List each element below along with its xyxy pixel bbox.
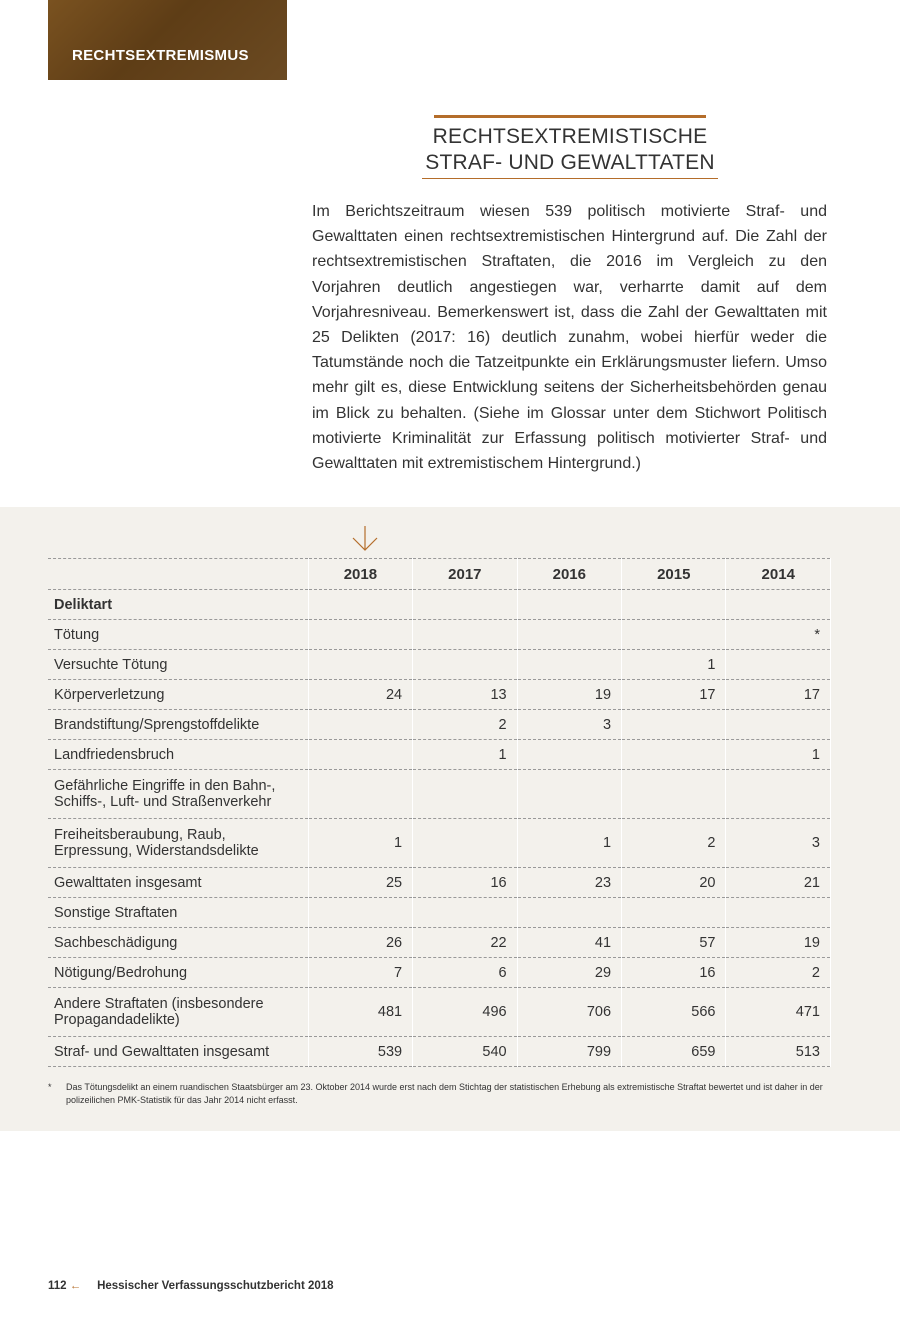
offense-table	[48, 558, 831, 1067]
cell	[622, 740, 726, 770]
cell: 21	[726, 868, 831, 898]
cell: 7	[308, 958, 412, 988]
cell: *	[726, 620, 831, 650]
arrow-down-icon	[351, 524, 379, 552]
footnote-marker: *	[48, 1082, 52, 1092]
cell: 1	[622, 650, 726, 680]
cell: 539	[308, 1037, 412, 1067]
cell	[413, 590, 517, 620]
footnote	[48, 1081, 828, 1107]
row-label: Körperverletzung	[48, 680, 308, 710]
intro-paragraph: Im Berichtszeitraum wiesen 539 politisch motivierte Straf- und Gewalttaten einen rechtsextremistischen Hintergrund auf. Die Zahl der rechtsextremistischen Straftaten, die 2016 im Vergleich zu den Vorjahren deutlich angestiegen war, verharrte damit auf dem Vorjahresniveau. Bemerkenswert ist, dass die Zahl der Gewalttaten mit 25 Delikten (2017: 16) deutlich zunahm, wobei hierfür weder die Tatumstände noch die Tatzeitpunkte ein Erklärungsmuster liefern. Umso mehr gilt es, diese Entwicklung seitens der Sicherheitsbehörden genau im Blick zu behalten. (Siehe im Glossar unter dem Stichwort Politisch motivierte Kriminalität zur Erfassung politisch motivierter Straf- und Gewalttaten mit extremistischem Hintergrund.)	[312, 203, 827, 473]
row-label: Straf- und Gewalttaten insgesamt	[48, 1037, 308, 1067]
section-tab	[48, 0, 287, 80]
row-label: Freiheitsberaubung, Raub, Erpressung, Widerstandsdelikte	[48, 819, 308, 868]
table-row	[48, 590, 831, 620]
cell	[726, 710, 831, 740]
table-row	[48, 770, 831, 819]
row-label: Landfriedensbruch	[48, 740, 308, 770]
cell: 13	[413, 680, 517, 710]
cell: 1	[413, 740, 517, 770]
cell: 19	[726, 928, 831, 958]
row-label: Nötigung/Bedrohung	[48, 958, 308, 988]
cell: 2	[622, 819, 726, 868]
cell: 1	[517, 819, 621, 868]
cell: 481	[308, 988, 412, 1037]
publication-title: Hessischer Verfassungsschutzbericht 2018	[97, 1280, 334, 1292]
cell	[622, 898, 726, 928]
cell	[726, 770, 831, 819]
table-row	[48, 898, 831, 928]
table-row	[48, 620, 831, 650]
section-label: RECHTSEXTREMISMUS	[72, 47, 249, 64]
cell	[308, 590, 412, 620]
cell: 57	[622, 928, 726, 958]
headline-rule-top	[434, 115, 706, 118]
table-row	[48, 680, 831, 710]
cell: 1	[726, 740, 831, 770]
table-row	[48, 650, 831, 680]
cell	[413, 819, 517, 868]
cell	[622, 590, 726, 620]
row-label: Versuchte Tötung	[48, 650, 308, 680]
cell	[413, 770, 517, 819]
cell: 23	[517, 868, 621, 898]
arrow-left-icon: ←	[69, 1280, 82, 1292]
year-header: 2014	[726, 559, 831, 590]
year-header: 2016	[517, 559, 621, 590]
cell: 16	[413, 868, 517, 898]
row-label: Tötung	[48, 620, 308, 650]
cell: 22	[413, 928, 517, 958]
cell	[517, 898, 621, 928]
cell: 25	[308, 868, 412, 898]
cell: 24	[308, 680, 412, 710]
year-header: 2017	[413, 559, 517, 590]
header-empty-cell	[48, 559, 308, 590]
cell: 566	[622, 988, 726, 1037]
cell: 2	[413, 710, 517, 740]
cell: 659	[622, 1037, 726, 1067]
cell	[622, 770, 726, 819]
row-label: Gewalttaten insgesamt	[48, 868, 308, 898]
cell: 41	[517, 928, 621, 958]
table-header-row	[48, 559, 831, 590]
cell	[308, 710, 412, 740]
cell: 799	[517, 1037, 621, 1067]
cell: 29	[517, 958, 621, 988]
headline-rule-bottom	[422, 178, 718, 179]
cell	[413, 620, 517, 650]
row-label: Andere Straftaten (insbesondere Propagandadelikte)	[48, 988, 308, 1037]
cell: 16	[622, 958, 726, 988]
table-row	[48, 958, 831, 988]
cell: 540	[413, 1037, 517, 1067]
row-label: Sachbeschädigung	[48, 928, 308, 958]
cell	[308, 620, 412, 650]
cell: 17	[622, 680, 726, 710]
cell	[517, 620, 621, 650]
cell: 1	[308, 819, 412, 868]
row-label: Gefährliche Eingriffe in den Bahn-, Schiffs-, Luft- und Straßenverkehr	[48, 770, 308, 819]
cell	[726, 898, 831, 928]
cell	[622, 620, 726, 650]
page-number: 112	[48, 1280, 67, 1292]
cell	[726, 590, 831, 620]
cell	[517, 770, 621, 819]
cell	[517, 590, 621, 620]
cell	[726, 650, 831, 680]
cell	[517, 650, 621, 680]
cell	[308, 898, 412, 928]
table-row	[48, 988, 831, 1037]
cell: 706	[517, 988, 621, 1037]
cell: 26	[308, 928, 412, 958]
cell: 3	[517, 710, 621, 740]
cell: 19	[517, 680, 621, 710]
cell: 496	[413, 988, 517, 1037]
page-footer	[48, 1280, 334, 1292]
row-label: Brandstiftung/Sprengstoffdelikte	[48, 710, 308, 740]
table-row	[48, 928, 831, 958]
cell	[413, 650, 517, 680]
cell: 2	[726, 958, 831, 988]
title-line-1: RECHTSEXTREMISTISCHE	[432, 125, 708, 148]
cell	[308, 770, 412, 819]
row-label: Deliktart	[48, 590, 308, 620]
cell	[622, 710, 726, 740]
cell: 20	[622, 868, 726, 898]
year-header: 2018	[308, 559, 412, 590]
page-title	[420, 124, 720, 176]
cell	[308, 650, 412, 680]
cell: 17	[726, 680, 831, 710]
headline	[420, 115, 720, 179]
cell	[308, 740, 412, 770]
table-row	[48, 819, 831, 868]
table-row	[48, 710, 831, 740]
title-line-2: STRAF- UND GEWALTTATEN	[425, 151, 715, 174]
cell	[413, 898, 517, 928]
footnote-text: Das Tötungsdelikt an einem ruandischen Staatsbürger am 23. Oktober 2014 wurde erst nach dem Stichtag der statistischen Erhebung als extremistische Straftat bewertet und ist daher in der polizeilichen PMK-Statistik für das Jahr 2014 nicht erfasst.	[66, 1082, 823, 1105]
table-row	[48, 868, 831, 898]
cell: 471	[726, 988, 831, 1037]
row-label: Sonstige Straftaten	[48, 898, 308, 928]
cell	[517, 740, 621, 770]
cell: 6	[413, 958, 517, 988]
table-row	[48, 1037, 831, 1067]
table-row	[48, 740, 831, 770]
year-header: 2015	[622, 559, 726, 590]
cell: 513	[726, 1037, 831, 1067]
cell: 3	[726, 819, 831, 868]
